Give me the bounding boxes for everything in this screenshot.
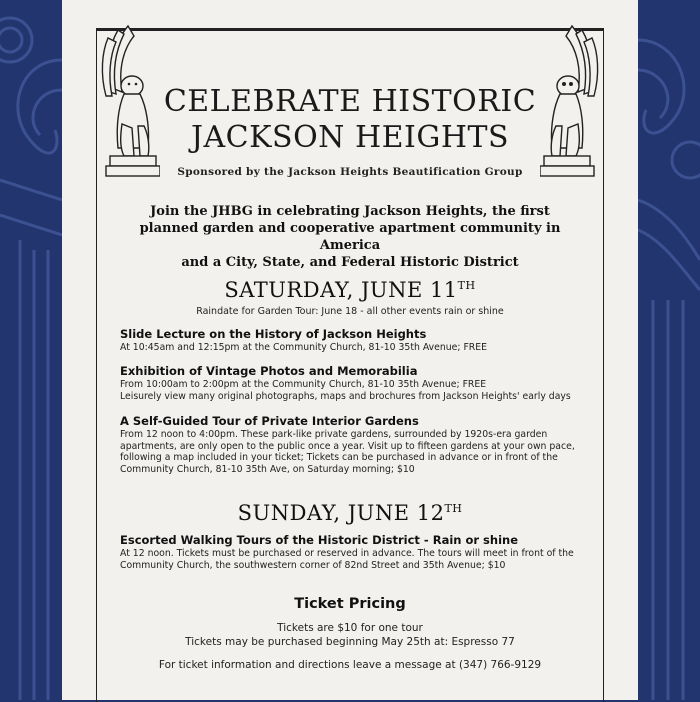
sunday-heading bbox=[62, 501, 638, 525]
event-title: Slide Lecture on the History of Jackson Heights bbox=[120, 327, 427, 341]
left-ornament-pattern bbox=[0, 0, 62, 700]
intro-line: planned garden and cooperative apartment community in America bbox=[139, 221, 561, 253]
sunday-heading-suffix: TH bbox=[444, 502, 463, 515]
sponsor-line: Sponsored by the Jackson Heights Beautification Group bbox=[177, 166, 523, 178]
title-line-2: JACKSON HEIGHTS bbox=[190, 120, 510, 155]
event-walking-tours bbox=[120, 533, 598, 571]
event-detail: Community Church, 81-10 35th Ave, on Saturday morning; $10 bbox=[120, 463, 415, 475]
ticket-pricing-heading: Ticket Pricing bbox=[294, 596, 406, 612]
title-line-1: CELEBRATE HISTORIC bbox=[163, 84, 537, 119]
event-slide-lecture bbox=[120, 327, 598, 354]
right-ornament-pattern bbox=[638, 0, 700, 700]
event-detail: At 12 noon. Tickets must be purchased or reserved in advance. The tours will meet in front of the bbox=[120, 548, 574, 559]
event-exhibition bbox=[120, 364, 598, 402]
event-detail: At 10:45am and 12:15pm at the Community Church, 81-10 35th Avenue; FREE bbox=[120, 342, 488, 353]
raindate-note: Raindate for Garden Tour: June 18 - all other events rain or shine bbox=[196, 306, 504, 317]
saturday-heading bbox=[62, 278, 638, 302]
event-detail: Leisurely view many original photographs, maps and brochures from Jackson Heights' early days bbox=[120, 390, 571, 402]
event-garden-tour bbox=[120, 414, 598, 475]
event-detail: following a map included in your ticket; Tickets can be purchased in advance or in front of the bbox=[120, 452, 558, 463]
pricing-line: Tickets are $10 for one tour bbox=[277, 622, 423, 634]
event-detail: From 12 noon to 4:00pm. These park-like private gardens, surrounded by 1920s-era garden bbox=[120, 429, 548, 440]
event-detail: Community Church, the southwestern corner of 82nd Street and 35th Avenue; $10 bbox=[120, 559, 506, 571]
event-detail: From 10:00am to 2:00pm at the Community Church, 81-10 35th Avenue; FREE bbox=[120, 379, 487, 390]
sunday-heading-text: SUNDAY, JUNE 12 bbox=[237, 501, 445, 525]
pricing-line: Tickets may be purchased beginning May 25th at: Espresso 77 bbox=[185, 636, 515, 648]
intro-text bbox=[122, 203, 578, 271]
saturday-heading-suffix: TH bbox=[457, 279, 476, 292]
flyer-paper bbox=[62, 0, 638, 700]
event-title: Exhibition of Vintage Photos and Memorabilia bbox=[120, 364, 418, 378]
saturday-heading-text: SATURDAY, JUNE 11 bbox=[224, 278, 458, 302]
event-detail: apartments, are only open to the public once a year. Visit up to fifteen gardens at your own pace, bbox=[120, 440, 575, 452]
intro-line: and a City, State, and Federal Historic District bbox=[181, 255, 519, 270]
event-title: A Self-Guided Tour of Private Interior Gardens bbox=[120, 414, 419, 428]
ticket-info-line: For ticket information and directions leave a message at (347) 766-9129 bbox=[158, 659, 542, 671]
intro-line: Join the JHBG in celebrating Jackson Heights, the first bbox=[150, 204, 550, 219]
event-title: Escorted Walking Tours of the Historic District - Rain or shine bbox=[120, 533, 518, 547]
